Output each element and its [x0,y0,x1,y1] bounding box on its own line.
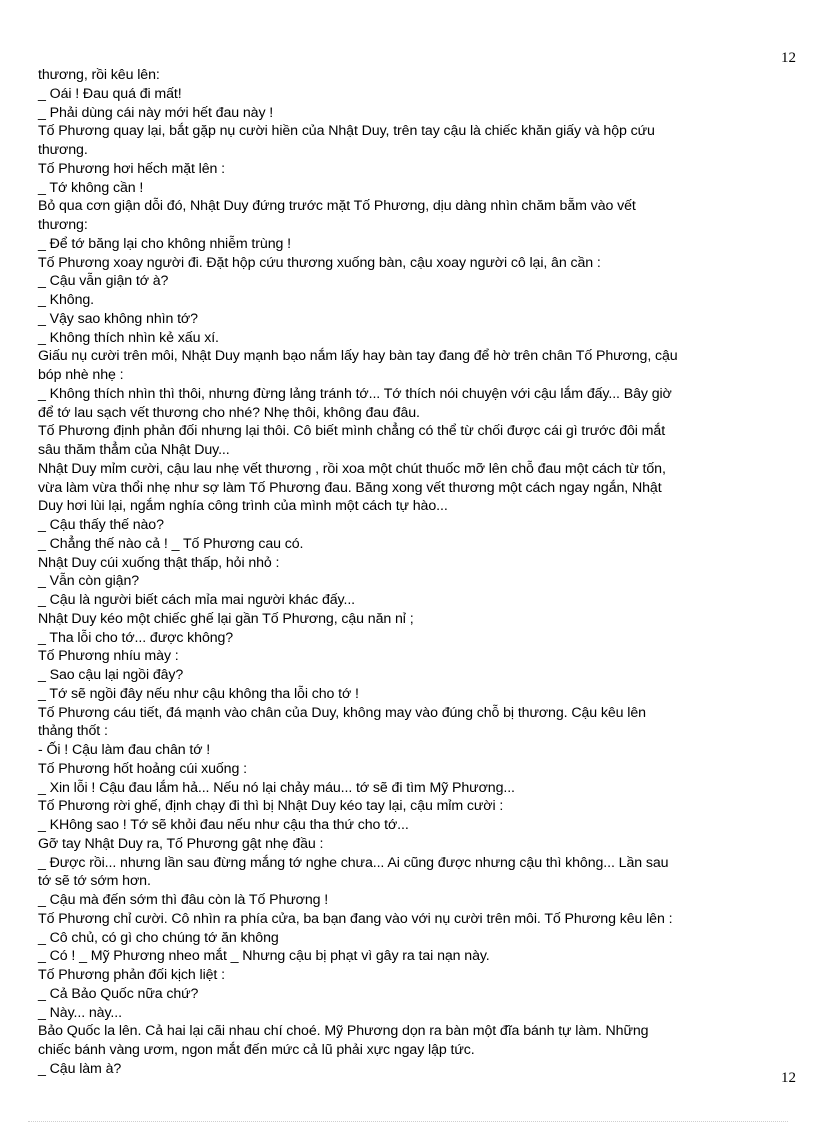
text-line: Nhật Duy kéo một chiếc ghế lại gần Tố Phương, cậu năn nỉ ; [38,610,414,627]
text-line: _ Cậu mà đến sớm thì đâu còn là Tố Phương ! [38,892,329,908]
text-line: Tố Phương hốt hoảng cúi xuống : [38,760,247,777]
text-line: chiếc bánh vàng ươm, ngon mắt đến mức cả lũ phải xực ngay lập tức. [38,1042,475,1058]
text-line: sâu thăm thẳm của Nhật Duy... [38,442,230,458]
text-line: Tố Phương định phản đối nhưng lại thôi. Cô biết mình chẳng có thể từ chối được cái gì trước đôi mắt [38,423,666,440]
text-line: _ Cậu làm à? [38,1060,122,1077]
text-line: _ Được rồi... nhưng lần sau đừng mắng tớ nghe chưa... Ai cũng được nhưng cậu thì không... Lần sau [38,854,669,871]
text-line: _ Không thích nhìn kẻ xấu xí. [38,329,219,346]
text-line: _ Cậu thấy thế nào? [38,517,164,533]
text-line: Tố Phương phản đối kịch liệt : [38,967,225,983]
page-bottom-divider [28,1121,788,1122]
text-line: _ Không. [38,292,94,308]
text-line: Tố Phương rời ghế, định chạy đi thì bị Nhật Duy kéo tay lại, cậu mỉm cười : [38,798,504,815]
text-line: _ Tha lỗi cho tớ... được không? [38,629,234,646]
text-line: _ Vậy sao không nhìn tớ? [38,310,198,327]
text-line: _ Để tớ băng lại cho không nhiễm trùng ! [38,235,291,252]
text-line: Tố Phương xoay người đi. Đặt hộp cứu thương xuống bàn, cậu xoay người cô lại, ân cần : [38,254,601,271]
text-line: Bảo Quốc la lên. Cả hai lại cãi nhau chí choé. Mỹ Phương dọn ra bàn một đĩa bánh tự làm. Những [38,1023,649,1040]
text-line: _ Không thích nhìn thì thôi, nhưng đừng lảng tránh tớ... Tớ thích nói chuyện với cậu lắm đấy... Bây giờ [38,385,672,402]
text-line: _ Này... này... [38,1004,122,1021]
text-line: Bỏ qua cơn giận dỗi đó, Nhật Duy đứng trước mặt Tố Phương, dịu dàng nhìn chăm bẵm vào vết [38,198,636,215]
text-line: thương, rồi kêu lên: [38,67,160,83]
text-line: Tố Phương chỉ cười. Cô nhìn ra phía cửa, ba bạn đang vào với nụ cười trên môi. Tố Phương kêu lên : [38,910,673,927]
text-line: _ Cậu vẫn giận tớ à? [38,273,169,290]
text-line: Tố Phương quay lại, bắt gặp nụ cười hiền của Nhật Duy, trên tay cậu là chiếc khăn giấy và hộp cứu [38,123,655,140]
text-line: - Ối ! Cậu làm đau chân tớ ! [38,742,211,758]
text-line: _ Sao cậu lại ngồi đây? [38,667,184,683]
text-line: _ KHông sao ! Tớ sẽ khỏi đau nếu như cậu tha thứ cho tớ... [38,817,409,833]
page-number-top: 12 [781,50,796,66]
text-line: _ Vẫn còn giận? [38,573,140,590]
text-line: _ Cô chủ, có gì cho chúng tớ ăn không [38,929,279,946]
text-line: _ Cậu là người biết cách mỉa mai người khác đấy... [38,592,356,608]
text-line: _ Tớ sẽ ngồi đây nếu như cậu không tha lỗi cho tớ ! [38,685,359,702]
text-line: Gỡ tay Nhật Duy ra, Tố Phương gật nhẹ đầu : [38,835,324,852]
text-line: _ Có ! _ Mỹ Phương nheo mắt _ Nhưng cậu bị phạt vì gây ra tai nạn này. [38,948,490,965]
text-line: Nhật Duy cúi xuống thật thấp, hỏi nhỏ : [38,554,280,571]
text-line: thương. [38,142,88,158]
text-line: _ Chẳng thế nào cả ! _ Tố Phương cau có. [38,535,304,552]
text-line: _ Tớ không cần ! [38,179,144,196]
text-line: thương: [38,217,88,233]
text-line: vừa làm vừa thổi nhẹ như sợ làm Tố Phương đau. Băng xong vết thương một cách ngay ngắn, Nhật [38,479,662,496]
text-line: _ Xin lỗi ! Cậu đau lắm hả... Nếu nó lại chảy máu... tớ sẽ đi tìm Mỹ Phương... [38,779,515,796]
text-line: Duy hơi lùi lại, ngắm nghía công trình của mình một cách tự hào... [38,498,448,515]
text-line: thảng thốt : [38,723,108,740]
text-line: Nhật Duy mỉm cười, cậu lau nhẹ vết thương , rồi xoa một chút thuốc mỡ lên chỗ đau một cách từ tốn, [38,460,666,477]
text-line: tớ sẽ tớ sớm hơn. [38,873,151,890]
text-line: Giấu nụ cười trên môi, Nhật Duy mạnh bạo nắm lấy hay bàn tay đang để hờ trên chân Tố Phương, cậu [38,348,678,365]
text-line: Tố Phương cáu tiết, đá mạnh vào chân của Duy, không may vào đúng chỗ bị thương. Cậu kêu lên [38,704,646,721]
text-line: Tố Phương nhíu mày : [38,648,179,665]
text-line: _ Oái ! Đau quá đi mất! [38,85,182,102]
page-number-bottom: 12 [781,1070,796,1086]
document-body [38,66,783,1079]
text-line: bóp nhè nhẹ : [38,367,124,383]
text-line: để tớ lau sạch vết thương cho nhé? Nhẹ thôi, không đau đâu. [38,404,420,421]
text-line: _ Cả Bảo Quốc nữa chứ? [38,985,199,1002]
text-line: Tố Phương hơi hếch mặt lên : [38,160,225,177]
text-line: _ Phải dùng cái này mới hết đau này ! [38,104,274,121]
